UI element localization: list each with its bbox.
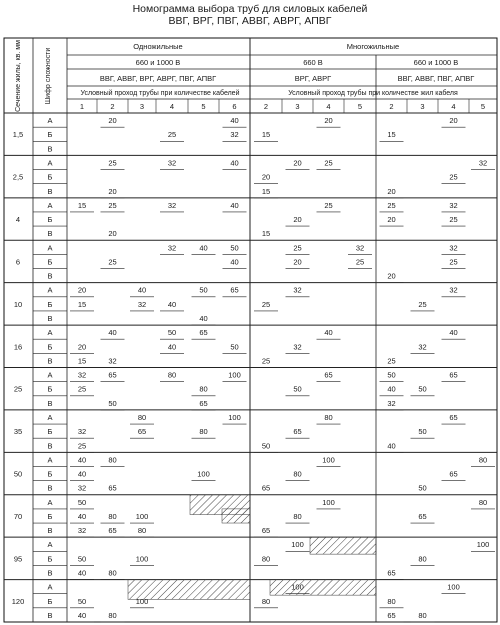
multi-value: 15	[261, 186, 271, 196]
multi-value: 20	[387, 215, 396, 225]
single-value: 100	[135, 511, 149, 521]
cipher-code: Б	[47, 427, 53, 437]
single-value: 100	[228, 412, 241, 422]
multi-value: 80	[478, 455, 488, 465]
multi-value: 20	[293, 215, 302, 225]
count-single: 5	[201, 102, 206, 111]
single-core-header: Одножильные	[133, 42, 183, 51]
cipher-code: Б	[47, 596, 53, 606]
hatched-area	[270, 580, 376, 596]
multi-value: 65	[387, 610, 396, 620]
cipher-code: А	[47, 243, 53, 253]
single-value: 32	[77, 526, 87, 536]
multi-value: 80	[293, 469, 302, 479]
multi-value: 32	[387, 398, 396, 408]
multi-value: 50	[418, 427, 427, 437]
multi-value: 100	[291, 582, 304, 592]
single-value: 65	[108, 370, 117, 380]
cipher-code: Б	[47, 130, 53, 140]
cipher-header: Шифр сложности	[45, 47, 52, 105]
hatched-areas	[128, 495, 376, 600]
cipher-code: В	[47, 568, 53, 578]
cipher-code: Б	[47, 215, 53, 225]
single-value: 15	[77, 356, 87, 366]
single-value: 25	[108, 200, 117, 210]
count-single: 4	[169, 102, 175, 111]
cipher-code: А	[47, 200, 53, 210]
count-multi-2: 2	[389, 102, 394, 111]
single-value: 20	[77, 342, 87, 352]
title-line-2: ВВГ, ВРГ, ПВГ, АВВГ, АВРГ, АПВГ	[168, 15, 332, 27]
single-value: 20	[108, 229, 117, 239]
cipher-code: В	[47, 526, 53, 536]
multi-value: 32	[293, 285, 302, 295]
section-value: 16	[13, 342, 23, 352]
single-value: 80	[199, 384, 208, 394]
single-value: 25	[108, 257, 117, 267]
count-single: 6	[232, 102, 237, 111]
single-value: 100	[228, 370, 241, 380]
multi-value: 80	[387, 596, 396, 606]
single-value: 100	[135, 596, 149, 606]
multi-value: 100	[322, 497, 335, 507]
cipher-code: В	[47, 398, 53, 408]
voltage-multi-2: 660 и 1000 В	[413, 58, 459, 67]
multi-value: 32	[449, 243, 458, 253]
single-value: 25	[108, 158, 117, 168]
single-value: 32	[167, 243, 177, 253]
multi-value: 40	[324, 328, 333, 338]
multi-value: 25	[261, 356, 271, 366]
cipher-code: В	[47, 186, 53, 196]
multi-value: 25	[324, 200, 333, 210]
single-value: 50	[167, 328, 177, 338]
single-value: 80	[108, 511, 117, 521]
section-header: Сечение жилы, кв. мм	[15, 40, 22, 112]
single-value: 40	[77, 469, 87, 479]
multi-value: 25	[355, 257, 365, 267]
single-value: 40	[108, 328, 117, 338]
single-value: 32	[77, 483, 87, 493]
multi-value: 25	[418, 299, 427, 309]
single-value: 50	[230, 342, 239, 352]
cipher-code: А	[47, 540, 53, 550]
single-value: 65	[108, 483, 117, 493]
single-value: 65	[199, 398, 208, 408]
multi-value: 65	[449, 412, 458, 422]
single-value: 40	[167, 342, 177, 352]
title-line-1: Номограмма выбора труб для силовых кабелей	[132, 3, 368, 15]
multi-value: 100	[476, 540, 490, 550]
single-value: 40	[77, 568, 87, 578]
multi-value: 65	[449, 469, 458, 479]
multi-value: 20	[261, 172, 271, 182]
multi-value: 80	[418, 610, 427, 620]
single-value: 25	[77, 384, 87, 394]
multi-value: 20	[324, 116, 333, 126]
single-value: 40	[199, 314, 208, 324]
conduit-single-caption: Условный проход трубы при количестве кабелей	[80, 90, 240, 97]
cipher-code: Б	[47, 342, 53, 352]
multi-value: 80	[261, 596, 271, 606]
multi-value: 100	[322, 455, 335, 465]
multi-value: 40	[387, 441, 396, 451]
multi-value: 65	[261, 483, 271, 493]
single-value: 50	[77, 497, 87, 507]
hatched-area	[310, 537, 376, 554]
single-value: 50	[230, 243, 239, 253]
cipher-code: Б	[47, 257, 53, 267]
count-single: 1	[79, 102, 85, 111]
multi-value: 25	[449, 257, 458, 267]
cipher-code: В	[47, 229, 53, 239]
multi-value: 100	[447, 582, 460, 592]
single-value: 15	[77, 200, 87, 210]
multi-value: 15	[261, 130, 271, 140]
cipher-code: В	[47, 356, 53, 366]
section-value: 25	[13, 384, 23, 394]
multi-value: 80	[324, 412, 333, 422]
multi-value: 80	[418, 554, 427, 564]
single-value: 32	[167, 158, 177, 168]
section-value: 10	[13, 299, 23, 309]
cipher-code: А	[47, 370, 53, 380]
single-value: 80	[108, 455, 117, 465]
cipher-code: Б	[47, 299, 53, 309]
multi-value: 65	[324, 370, 333, 380]
cipher-code: А	[47, 455, 53, 465]
brands-multi-2: ВВГ, АВВГ, ПВГ, АПВГ	[397, 74, 475, 83]
single-value: 50	[77, 596, 87, 606]
single-value: 25	[77, 441, 87, 451]
cipher-code: А	[47, 412, 53, 422]
count-multi-1: 2	[263, 102, 269, 111]
single-value: 32	[137, 299, 147, 309]
single-value: 65	[199, 328, 208, 338]
single-value: 20	[108, 186, 117, 196]
single-value: 80	[199, 427, 208, 437]
single-value: 40	[77, 455, 87, 465]
section-value: 2,5	[12, 172, 24, 182]
multi-value: 25	[324, 158, 333, 168]
single-value: 40	[230, 116, 239, 126]
single-value: 40	[137, 285, 147, 295]
multi-value: 50	[261, 441, 271, 451]
single-value: 80	[108, 610, 117, 620]
brands-multi-1: ВРГ, АВРГ	[294, 74, 332, 83]
multi-value: 50	[293, 384, 302, 394]
multi-value: 65	[449, 370, 458, 380]
multi-value: 25	[293, 243, 302, 253]
section-value: 35	[13, 427, 23, 437]
single-value: 40	[77, 511, 87, 521]
cipher-code: В	[47, 441, 53, 451]
voltage-multi-1: 660 В	[303, 58, 323, 67]
cipher-code: В	[47, 271, 53, 281]
hatched-area	[222, 509, 250, 523]
multi-value: 65	[293, 427, 302, 437]
cipher-code: В	[47, 314, 53, 324]
cipher-code: А	[47, 328, 53, 338]
multi-value: 15	[261, 229, 271, 239]
multi-value: 20	[293, 257, 302, 267]
cipher-code: А	[47, 158, 53, 168]
count-multi-2: 4	[451, 102, 456, 111]
section-value: 1,5	[12, 130, 24, 140]
single-value: 40	[230, 200, 239, 210]
single-value: 40	[167, 299, 177, 309]
multi-value: 80	[293, 511, 302, 521]
multi-value: 32	[449, 200, 458, 210]
single-value: 32	[77, 427, 87, 437]
section-value: 6	[15, 257, 21, 267]
single-value: 65	[137, 427, 147, 437]
multi-value: 20	[293, 158, 302, 168]
single-value: 65	[230, 285, 239, 295]
count-multi-1: 3	[295, 102, 300, 111]
cipher-code: В	[47, 483, 53, 493]
single-value: 80	[108, 568, 117, 578]
single-value: 50	[77, 554, 87, 564]
voltage-single: 660 и 1000 В	[135, 58, 181, 67]
multi-value: 20	[387, 186, 396, 196]
single-value: 25	[167, 130, 177, 140]
multi-value: 100	[291, 540, 304, 550]
multi-value: 40	[387, 384, 396, 394]
single-value: 32	[230, 130, 239, 140]
multi-value: 32	[355, 243, 365, 253]
multi-value: 32	[478, 158, 488, 168]
section-value: 4	[15, 215, 21, 225]
single-value: 32	[77, 370, 87, 380]
cipher-code: Б	[47, 511, 53, 521]
brands-single: ВВГ, АВВГ, ВРГ, АВРГ, ПВГ, АПВГ	[99, 74, 217, 83]
multi-value: 25	[387, 356, 396, 366]
multi-value: 32	[449, 285, 458, 295]
count-multi-2: 3	[420, 102, 425, 111]
multi-value: 20	[449, 116, 458, 126]
multi-value: 65	[261, 526, 271, 536]
single-value: 50	[199, 285, 208, 295]
cipher-code: В	[47, 610, 53, 620]
cipher-code: В	[47, 144, 53, 154]
single-value: 32	[108, 356, 117, 366]
multi-value: 40	[449, 328, 458, 338]
multi-value: 32	[293, 342, 302, 352]
section-value: 70	[13, 511, 23, 521]
multi-value: 80	[261, 554, 271, 564]
multi-value: 25	[387, 200, 396, 210]
count-single: 3	[139, 102, 145, 111]
single-value: 80	[137, 412, 147, 422]
single-value: 40	[77, 610, 87, 620]
multi-core-header: Многожильные	[346, 42, 400, 51]
cipher-code: А	[47, 285, 53, 295]
count-multi-1: 4	[326, 102, 331, 111]
cipher-code: А	[47, 497, 53, 507]
count-multi-2: 5	[480, 102, 486, 111]
single-value: 40	[199, 243, 208, 253]
count-single: 2	[110, 102, 115, 111]
section-value: 120	[11, 596, 25, 606]
multi-value: 25	[449, 215, 458, 225]
multi-value: 50	[418, 483, 427, 493]
multi-value: 20	[387, 271, 396, 281]
section-value: 95	[13, 554, 23, 564]
multi-value: 80	[478, 497, 488, 507]
cipher-code: А	[47, 116, 53, 126]
section-value: 50	[13, 469, 23, 479]
cipher-code: Б	[47, 384, 53, 394]
multi-value: 50	[418, 384, 427, 394]
multi-value: 25	[449, 172, 458, 182]
single-value: 50	[108, 398, 117, 408]
cipher-code: Б	[47, 469, 53, 479]
step-lines	[70, 127, 495, 622]
multi-value: 32	[418, 342, 427, 352]
count-multi-1: 5	[357, 102, 363, 111]
single-value: 100	[197, 469, 210, 479]
single-value: 15	[77, 299, 87, 309]
single-value: 20	[108, 116, 117, 126]
multi-value: 15	[387, 130, 396, 140]
single-value: 80	[167, 370, 177, 380]
multi-value: 25	[261, 299, 271, 309]
single-value: 100	[135, 554, 149, 564]
multi-value: 50	[387, 370, 396, 380]
cipher-code: Б	[47, 172, 53, 182]
single-value: 40	[230, 158, 239, 168]
conduit-multi-caption: Условный проход трубы при количестве жил кабеля	[288, 90, 458, 97]
multi-value: 65	[387, 568, 396, 578]
single-value: 32	[167, 200, 177, 210]
cipher-code: А	[47, 582, 53, 592]
single-value: 80	[137, 526, 147, 536]
multi-value: 65	[418, 511, 427, 521]
single-value: 65	[108, 526, 117, 536]
single-value: 40	[230, 257, 239, 267]
cipher-code: Б	[47, 554, 53, 564]
single-value: 20	[77, 285, 87, 295]
